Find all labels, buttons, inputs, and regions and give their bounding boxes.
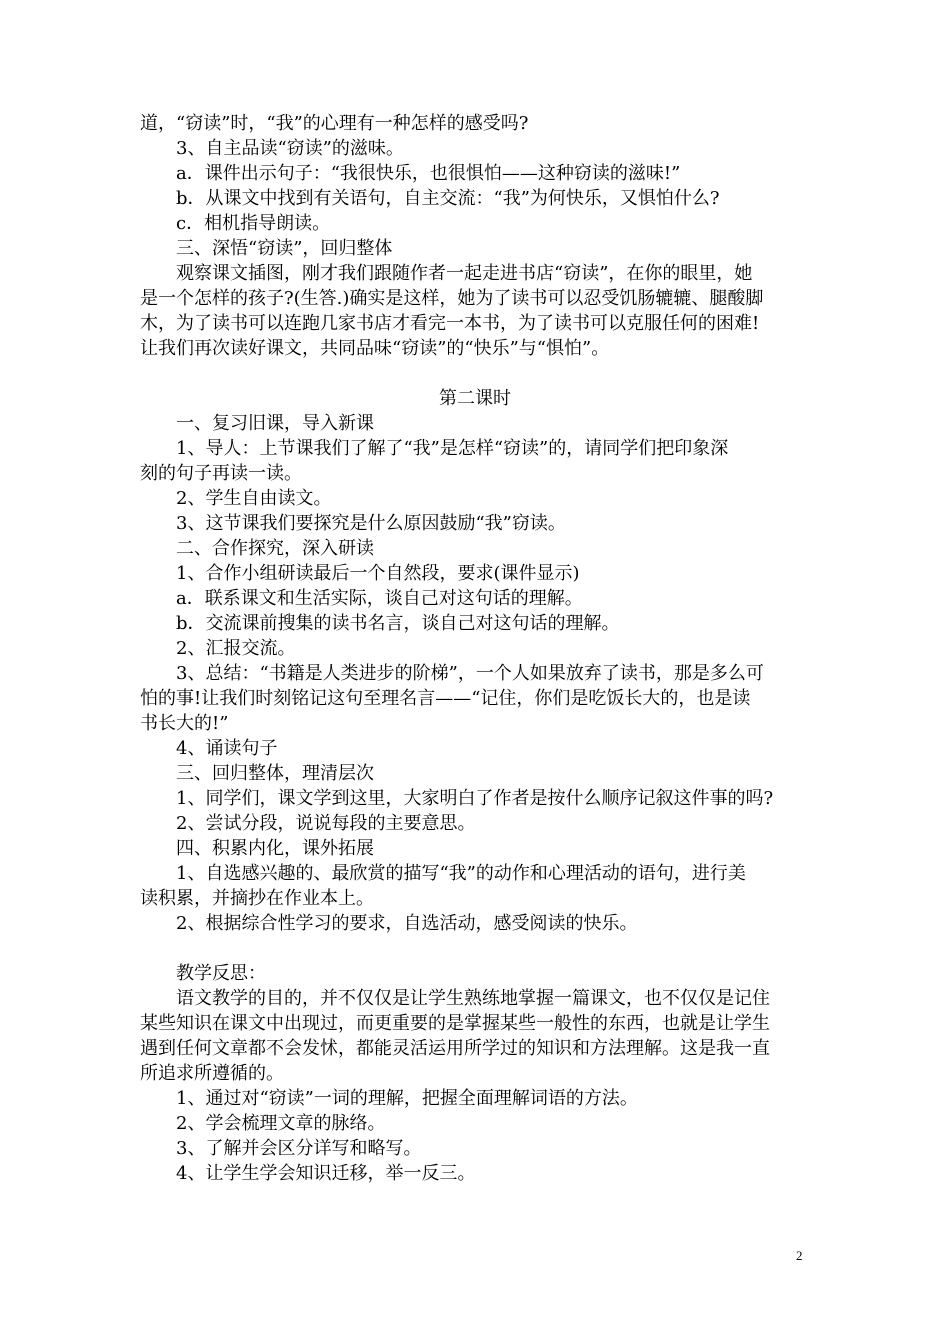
text-line: 2、学会梳理文章的脉络。 — [176, 1113, 386, 1134]
text-line: 4、诵读句子 — [176, 738, 278, 759]
text-line: 读积累，并摘抄在作业本上。 — [140, 888, 374, 909]
section-heading: 一、复习旧课，导入新课 — [176, 413, 374, 434]
text-line: 道，“窃读”时，“我”的心理有一种怎样的感受吗? — [140, 113, 529, 134]
section-heading: 三、深悟“窃读”，回归整体 — [176, 238, 393, 259]
reflection-heading: 教学反思： — [176, 963, 266, 984]
text-line: 书长大的!” — [140, 713, 229, 734]
text-line: 2、尝试分段，说说每段的主要意思。 — [176, 813, 476, 834]
text-line: 1、同学们，课文学到这里，大家明白了作者是按什么顺序记叙这件事的吗? — [176, 788, 774, 809]
text-line: 2、汇报交流。 — [176, 638, 296, 659]
section-heading: 二、合作探究，深入研读 — [176, 538, 374, 559]
text-line: 某些知识在课文中出现过，而更重要的是掌握某些一般性的东西，也就是让学生 — [140, 1013, 770, 1034]
text-line: 3、自主品读“窃读”的滋味。 — [176, 138, 404, 159]
blank-line — [140, 936, 810, 961]
text-line: 语文教学的目的，并不仅仅是让学生熟练地掌握一篇课文，也不仅仅是记住 — [176, 988, 770, 1009]
text-line: 2、根据综合性学习的要求，自选活动，感受阅读的快乐。 — [176, 913, 638, 934]
text-line: c．相机指导朗读。 — [176, 213, 331, 234]
text-line: 3、总结：“书籍是人类进步的阶梯”，一个人如果放弃了读书，那是多么可 — [176, 663, 764, 684]
document-page — [140, 111, 810, 1186]
text-line: 所追求所遵循的。 — [140, 1063, 284, 1084]
blank-line — [140, 361, 810, 386]
text-line: 1、导人：上节课我们了解了“我”是怎样“窃读”的，请同学们把印象深 — [176, 438, 729, 459]
section-heading: 四、积累内化，课外拓展 — [176, 838, 374, 859]
text-line: 是一个怎样的孩子?(生答.)确实是这样，她为了读书可以忍受饥肠辘辘、腿酸脚 — [140, 288, 764, 309]
text-line: 木，为了读书可以连跑几家书店才看完一本书，为了读书可以克服任何的困难! — [140, 313, 760, 334]
section-heading: 三、回归整体，理清层次 — [176, 763, 374, 784]
text-line: 刻的句子再读一读。 — [140, 463, 302, 484]
text-line: 让我们再次读好课文，共同品味“窃读”的“快乐”与“惧怕”。 — [140, 338, 610, 359]
text-line: 2、学生自由读文。 — [176, 488, 332, 509]
text-line: 3、了解并会区分详写和略写。 — [176, 1138, 422, 1159]
text-line: 观察课文插图，刚才我们跟随作者一起走进书店“窃读”，在你的眼里，她 — [176, 263, 753, 284]
text-line: 怕的事!让我们时刻铭记这句至理名言——“记住，你们是吃饭长大的，也是读 — [140, 688, 751, 709]
text-line: 遇到任何文章都不会发怵，都能灵活运用所学过的知识和方法理解。这是我一直 — [140, 1038, 770, 1059]
text-line: a．课件出示句子：“我很快乐，也很惧怕——这种窃读的滋味!” — [176, 163, 681, 184]
text-line: b．交流课前搜集的读书名言，谈自己对这句话的理解。 — [176, 613, 620, 634]
text-line: 3、这节课我们要探究是什么原因鼓励“我”窃读。 — [176, 513, 566, 534]
page-number: 2 — [796, 1248, 803, 1263]
text-line: a．联系课文和生活实际，谈自己对这句话的理解。 — [176, 588, 583, 609]
text-line: b．从课文中找到有关语句，自主交流：“我”为何快乐，又惧怕什么? — [176, 188, 720, 209]
text-line: 1、自选感兴趣的、最欣赏的描写“我”的动作和心理活动的语句，进行美 — [176, 863, 746, 884]
lesson-title: 第二课时 — [439, 388, 511, 409]
text-line: 4、让学生学会知识迁移，举一反三。 — [176, 1163, 476, 1184]
text-line: 1、合作小组研读最后一个自然段，要求(课件显示) — [176, 563, 580, 584]
text-line: 1、通过对“窃读”一词的理解，把握全面理解词语的方法。 — [176, 1088, 638, 1109]
